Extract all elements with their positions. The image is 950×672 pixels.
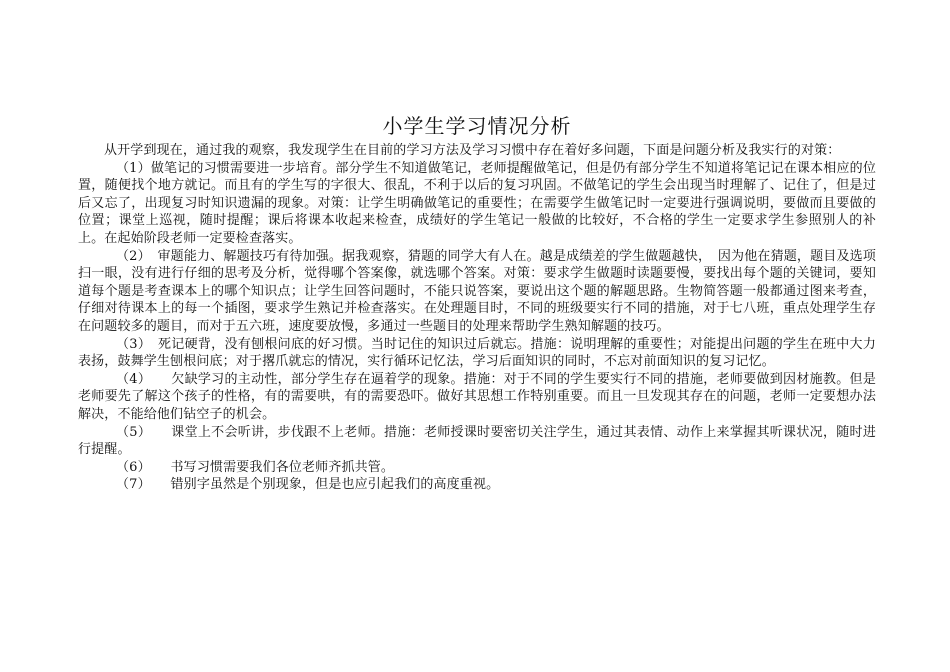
analysis-item-1: （1）做笔记的习惯需要进一步培育。部分学生不知道做笔记，老师提醒做笔记，但是仍有部分学生不知道将笔记记在课本相应的位置，随便找个地方就记。而且有的学生写的字很大、很乱，不利于以后的复习巩固。不做笔记的学生会出现当时理解了、记住了，但是过后又忘了，出现复习时知识遗漏的现象。对策：让学生明确做笔记的重要性；在需要学生做笔记时一定要进行强调说明，要做而且要做的位置；课堂上巡视，随时提醒；课后将课本收起来检查，成绩好的学生笔记一般做的比较好，不合格的学生一定要求学生参照别人的补上。在起始阶段老师一定要检查落实。 [78,160,876,246]
document-title: 小学生学习情况分析 [382,114,572,138]
analysis-item-6: （6） 书写习惯需要我们各位老师齐抓共管。 [116,459,395,475]
analysis-item-4: （4） 欠缺学习的主动性，部分学生存在逼着学的现象。措施：对于不同的学生要实行不同的措施，老师要做到因材施教。但是老师要先了解这个孩子的性格，有的需要哄，有的需要恐吓。做好其思想工作特别重要。而且一旦发现其存在的问题，老师一定要想办法解决，不能给他们钻空子的机会。 [78,371,876,422]
document-page [78,112,876,494]
analysis-item-5: （5） 课堂上不会听讲，步伐跟不上老师。措施：老师授课时要密切关注学生，通过其表情、动作上来掌握其听课状况，随时进行提醒。 [78,424,876,458]
intro-paragraph: 从开学到现在，通过我的观察，我发现学生在目前的学习方法及学习习惯中存在着好多问题，下面是问题分析及我实行的对策： [104,143,841,158]
analysis-item-7: （7） 错别字虽然是个别现象，但是也应引起我们的高度重视。 [116,477,500,493]
analysis-item-3: （3） 死记硬背，没有刨根问底的好习惯。当时记住的知识过后就忘。措施：说明理解的重要性；对能提出问题的学生在班中大力表扬，鼓舞学生刨根问底；对于撂爪就忘的情况，实行循环记忆法，学习后面知识的同时，不忘对前面知识的复习记忆。 [78,336,876,370]
analysis-item-2: （2） 审题能力、解题技巧有待加强。据我观察，猜题的同学大有人在。越是成绩差的学生做题越快， 因为他在猜题，题目及选项扫一眼，没有进行仔细的思考及分析，觉得哪个答案像，就选哪个答案。对策：要求学生做题时读题要慢，要找出每个题的关键词，要知道每个题是考查课本上的哪个知识点；让学生回答问题时，不能只说答案，要说出这个题的解题思路。生物简答题一般都通过图来考查，仔细对待课本上的每一个插图，要求学生熟记并检查落实。在处理题目时，不同的班级要实行不同的措施，对于七八班，重点处理学生存在问题较多的题目，而对于五六班，速度要放慢，多通过一些题目的处理来帮助学生熟知解题的技巧。 [78,248,876,334]
